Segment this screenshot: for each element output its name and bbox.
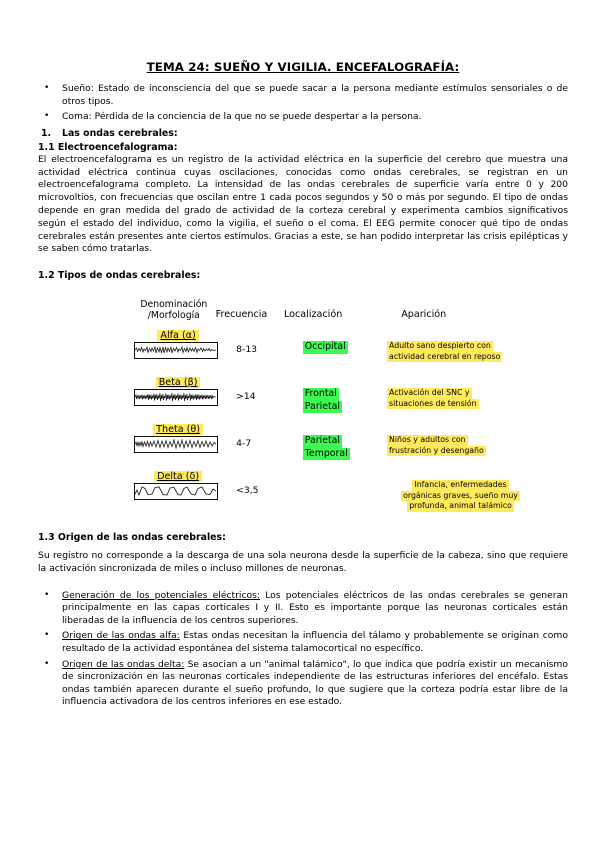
appearance-alfa <box>387 330 534 362</box>
eeg-waveform-theta-icon <box>134 436 218 453</box>
wave-cell-delta <box>134 471 222 500</box>
frequency-alfa: 8-13 <box>236 344 258 356</box>
header-denominacion-line1: Denominación <box>140 299 208 311</box>
table-row <box>134 377 534 415</box>
section-1-1-body: El electroencefalograma es un registro de la actividad eléctrica en la superficie del cerebro que muestra una actividad eléctrica continua cuyas oscilaciones, conocidas como ondas cerebrales, se registran en un electroencefalograma completo. La intensidad de las ondas cerebrales de superficie varía entre 0 y 200 microvoltios, con frecuencias que oscilan entre 1 cada pocos segundos y 50 o más por segundo. El tipo de ondas depende en gran medida del grado de actividad de la corteza cerebral y experimenta cambios significativos según el estado del individuo, como la vigilia, el sueño o el coma. El EEG permite conocer qué tipo de ondas cerebrales están presentes ante ciertos estímulos. Gracias a este, se han podido interpretar las crisis epilépticas y se saben cómo tratarlas. <box>38 153 568 255</box>
wave-name-theta: Theta (θ) <box>134 424 222 435</box>
wave-name-alfa: Alfa (α) <box>134 330 222 341</box>
appearance-line: frustración y desengaño <box>389 445 484 455</box>
list-item <box>38 590 568 628</box>
appearance-line: situaciones de tensión <box>389 398 477 408</box>
bullet-text: Estas ondas necesitan la influencia del tálamo y probablemente se originan como resultado de la actividad espontánea del sistema talamocortical no específico. <box>62 630 568 655</box>
section-1-3-heading: 1.3 Origen de las ondas cerebrales: <box>38 531 226 543</box>
location-tag: Frontal <box>304 388 337 400</box>
bullet-term: Generación de los potenciales eléctricos: <box>62 589 261 601</box>
appearance-line: Activación del SNC y <box>389 388 470 398</box>
frequency-beta: >14 <box>236 391 256 403</box>
eeg-waveform-alpha-icon <box>134 342 218 359</box>
header-denominacion-line2: /Morfología <box>147 310 200 322</box>
eeg-waveform-delta-icon <box>134 483 218 500</box>
section-1-1-heading: 1.1 Electroencefalograma: <box>38 141 178 153</box>
bullet-term: Origen de las ondas alfa: <box>62 630 180 642</box>
list-item: • Coma: Pérdida de la conciencia de la que no se puede despertar a la persona. <box>38 111 568 124</box>
appearance-line: Niños y adultos con <box>389 435 466 445</box>
eeg-waveform-beta-icon <box>134 389 218 406</box>
appearance-delta <box>387 471 534 512</box>
table-header-row <box>134 291 534 321</box>
bullet-term: Origen de las ondas delta: <box>62 658 185 670</box>
list-item <box>38 659 568 709</box>
location-alfa <box>303 330 387 354</box>
page-title: TEMA 24: SUEÑO Y VIGILIA. ENCEFALOGRAFÍA: <box>146 60 460 74</box>
frequency-theta: 4-7 <box>236 438 252 450</box>
list-item: • Sueño: Estado de inconsciencia del que se puede sacar a la persona mediante estímulos sensoriales o de otros tipos. <box>38 83 568 108</box>
header-denominacion <box>134 299 214 321</box>
section-1-number: 1. <box>41 127 52 139</box>
section-1-2-heading: 1.2 Tipos de ondas cerebrales: <box>38 270 201 282</box>
header-localizacion: Localización <box>283 309 343 321</box>
table-row <box>134 424 534 462</box>
wave-name-delta: Delta (δ) <box>134 471 222 482</box>
header-frecuencia: Frecuencia <box>215 309 268 321</box>
location-delta <box>303 471 387 482</box>
location-tag: Parietal <box>304 435 341 447</box>
header-aparicion: Aparición <box>401 309 447 321</box>
section-1-label: Las ondas cerebrales: <box>62 127 178 139</box>
bullet-text: Se asocian a un "animal talámico", lo que indica que podría existir un mecanismo de sincronización en las neuronas corticales independiente de las estructuras inferiores del encéfalo. Estas ondas también aparecen durante el sueño profundo, lo que sugiere que la corteza podría estar libre de la influencia activadora de los centros inferiores en ese estado. <box>62 658 568 708</box>
appearance-line: Adulto sano despierto con <box>389 341 491 351</box>
location-theta <box>303 424 387 460</box>
appearance-theta <box>387 424 534 456</box>
appearance-line: actividad cerebral en reposo <box>389 351 501 361</box>
section-1-heading <box>38 127 568 140</box>
appearance-line: profunda, animal talámico <box>409 501 512 511</box>
table-row <box>134 330 534 368</box>
wave-name-beta: Beta (β) <box>134 377 222 388</box>
table-row <box>134 471 534 512</box>
frequency-delta: <3,5 <box>236 485 259 497</box>
appearance-line: Infancia, enfermedades <box>414 480 507 490</box>
brain-wave-table <box>134 291 534 512</box>
appearance-line: orgánicas graves, sueño muy <box>403 490 518 500</box>
wave-cell-beta <box>134 377 222 406</box>
location-tag: Parietal <box>304 400 341 412</box>
list-item <box>38 630 568 655</box>
intro-bullet-list <box>38 83 568 124</box>
section-1-3-body: Su registro no corresponde a la descarga de una sola neurona desde la superficie de la cabeza, sino que requiere la activación sincronizada de miles o incluso millones de neuronas. <box>38 549 568 575</box>
appearance-beta <box>387 377 534 409</box>
wave-cell-theta <box>134 424 222 453</box>
location-tag: Temporal <box>304 447 348 459</box>
location-tag: Occipital <box>304 341 346 353</box>
wave-cell-alfa <box>134 330 222 359</box>
origin-bullet-list <box>38 590 568 709</box>
location-beta <box>303 377 387 413</box>
bullet-text: Los potenciales eléctricos de las ondas cerebrales se generan principalmente en las capas corticales I y II. Esto es importante porque las neuronas corticales están liberadas de la influencia de los centros superiores. <box>62 589 568 626</box>
